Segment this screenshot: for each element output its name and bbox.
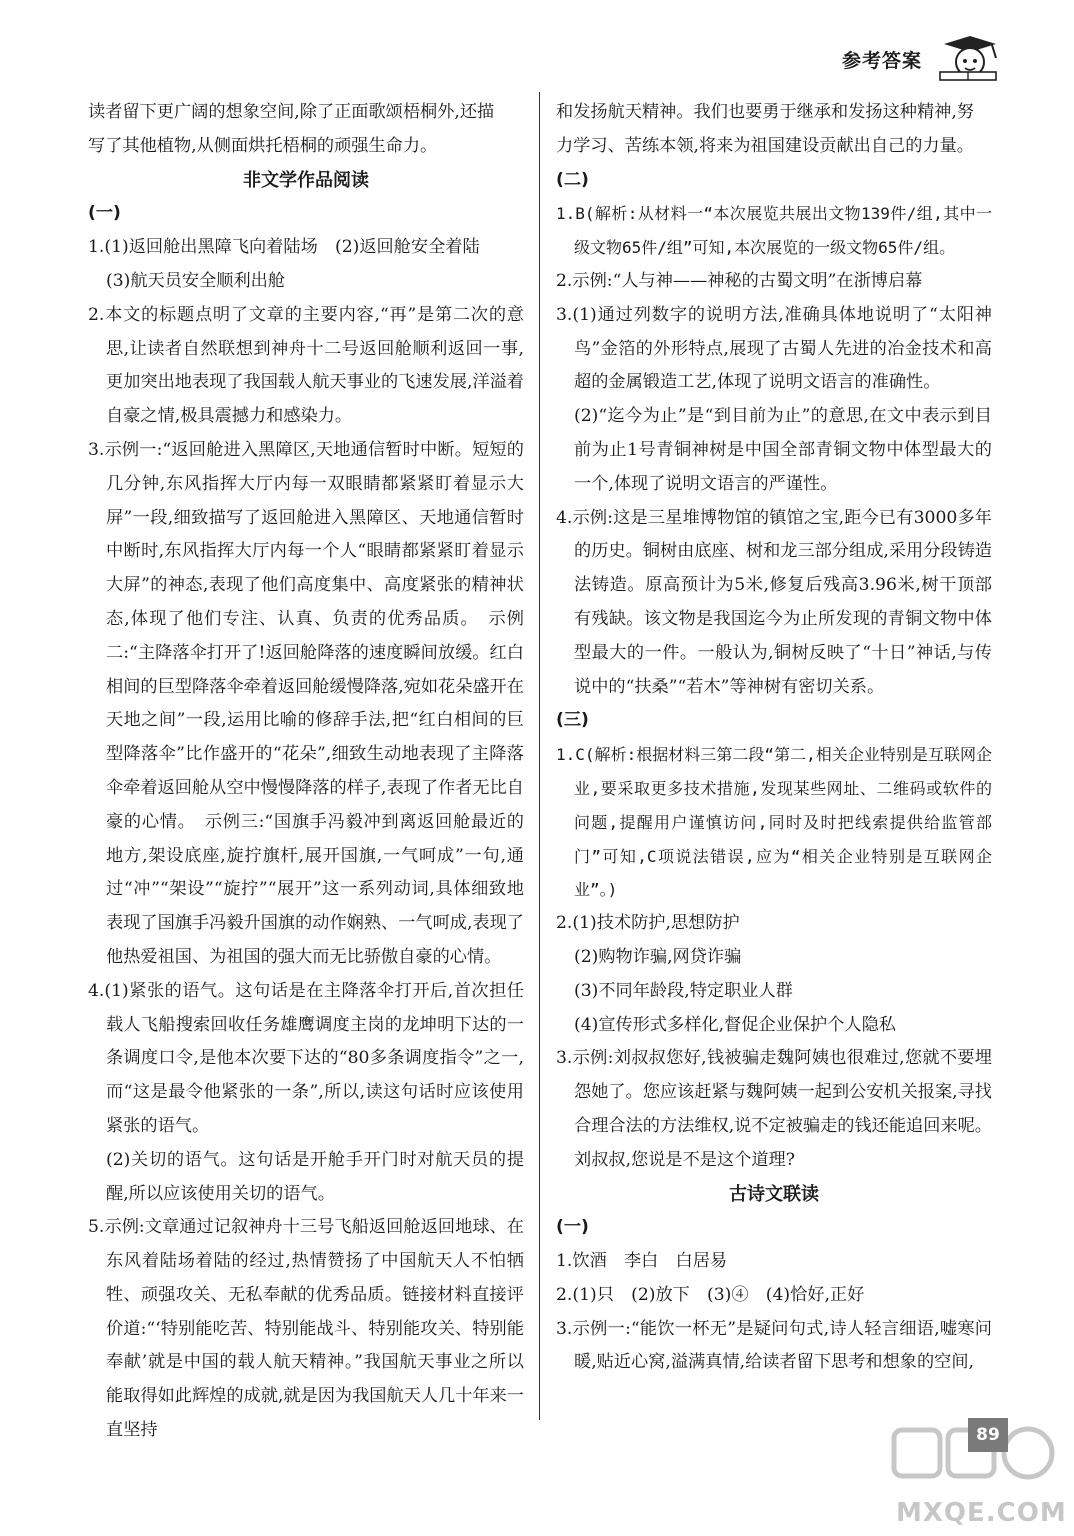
answer-2: 2.(1)只 (2)放下 (3)④ (4)恰好,正好 — [556, 1284, 865, 1305]
left-column — [88, 96, 524, 1448]
answer-3-part1: 3.(1)通过列数字的说明方法,准确具体地说明了“太阳神鸟”金箔的外形特点,展现了古蜀人先进的冶金技术和高超的金属锻造工艺,体现了说明文语言的准确性。 — [556, 304, 992, 393]
answer-1: 1.饮酒 李白 白居易 — [556, 1251, 728, 1272]
intro-line: 读者留下更广阔的想象空间,除了正面歌颂梧桐外,还描 — [88, 102, 495, 122]
answer-3: 3.示例一:“能饮一杯无”是疑问句式,诗人轻言细语,嘘寒问暖,贴近心窝,溢满真情,给读者留下思考和想象的空间, — [556, 1318, 992, 1373]
continued-line: 和发扬航天精神。我们也要勇于继承和发扬这种精神,努 — [556, 102, 974, 122]
answer-1: 1.C(解析:根据材料三第二段“第二,相关企业特别是互联网企业,要采取更多技术措施,发现某些网址、二维码或软件的问题,提醒用户谨慎访问,同时及时把线索提供给监管部门”可知,C项说法错误,应为“相关企业特别是互联网企业”。) — [556, 745, 992, 900]
page-header — [762, 34, 1002, 86]
answer-3: 3.示例:刘叔叔您好,钱被骗走魏阿姨也很难过,您就不要埋怨她了。您应该赶紧与魏阿姨一起到公安机关报案,寻找合理合法的方法维权,说不定被骗走的钱还能追回来呢。刘叔叔,您说是不是这个道理? — [556, 1048, 992, 1170]
part-label: (三) — [556, 710, 589, 731]
student-mascot-icon — [930, 34, 1002, 82]
answer-4: 4.示例:这是三星堆博物馆的镇馆之宝,距今已有3000多年的历史。铜树由底座、树和龙三部分组成,采用分段铸造法铸造。原高预计为5米,修复后残高3.96米,树干顶部有残缺。该文物是我国迄今为止所发现的青铜文物中体型最大的一件。一般认为,铜树反映了“十日”神话,与传说中的“扶桑”“若木”等神树有密切关系。 — [556, 507, 992, 697]
section-title-nonliterary: 非文学作品阅读 — [243, 169, 369, 191]
part-label: (一) — [88, 203, 121, 224]
page-number: 89 — [968, 1418, 1008, 1452]
answer-2-part1: 2.(1)技术防护,思想防护 — [556, 913, 740, 934]
answer-3-part2: (2)“迄今为止”是“到目前为止”的意思,在文中表示到目前为止1号青铜神树是中国全部青铜文物中体型最大的一个,体现了说明文语言的严谨性。 — [574, 406, 992, 494]
intro-line: 写了其他植物,从侧面烘托梧桐的顽强生命力。 — [88, 135, 438, 156]
answer-4-part1: 4.(1)紧张的语气。这句话是在主降落伞打开后,首次担任载人飞船搜索回收任务雄鹰调度主岗的龙坤明下达的一条调度口令,是他本次要下达的“80多条调度指令”之一,而“这是最令他紧张的一条”,所以,读这句话时应该使用紧张的语气。 — [88, 980, 524, 1136]
header-title: 参考答案 — [841, 50, 922, 72]
right-column — [556, 96, 992, 1380]
answer-1: 1.B(解析:从材料一“本次展览共展出文物139件/组,其中一级文物65件/组”可知,本次展览的一级文物65件/组。 — [556, 204, 992, 258]
answer-2: 2.示例:“人与神——神秘的古蜀文明”在浙博启幕 — [556, 270, 923, 291]
answer-4-part2: (2)关切的语气。这句话是开舱手开门时对航天员的提醒,所以应该使用关切的语气。 — [106, 1149, 524, 1204]
part-label: (一) — [556, 1217, 589, 1238]
answer-2-part4: (4)宣传形式多样化,督促企业保护个人隐私 — [574, 1014, 896, 1035]
watermark-text: MXQE.COM — [896, 1498, 1067, 1528]
section-title-poetry: 古诗文联读 — [729, 1183, 819, 1205]
answer-2: 2.本文的标题点明了文章的主要内容,“再”是第二次的意思,让读者自然联想到神舟十二号返回舱顺利返回一事,更加突出地表现了我国载人航天事业的飞速发展,洋溢着自豪之情,极具震撼力和感染力。 — [88, 304, 524, 427]
answer-3: 3.示例一:“返回舱进入黑障区,天地通信暂时中断。短短的几分钟,东风指挥大厅内每一双眼睛都紧紧盯着显示大屏”一段,细致描写了返回舱进入黑障区、天地通信暂时中断时,东风指挥大厅内每一个人“眼睛都紧紧盯着显示大屏”的神态,表现了他们高度集中、高度紧张的精神状态,体现了他们专注、认真、负责的优秀品质。 示例二:“主降落伞打开了!返回舱降落的速度瞬间放缓。红白相间的巨型降落伞牵着返回舱缓慢降落,宛如花朵盛开在天地之间”一段,运用比喻的修辞手法,把“红白相间的巨型降落伞”比作盛开的“花朵”,细致生动地表现了主降落伞牵着返回舱从空中慢慢降落的样子,表现了作者无比自豪的心情。 示例三:“国旗手冯毅冲到离返回舱最近的地方,架设底座,旋拧旗杆,展开国旗,一气呵成”一句,通过“冲”“架设”“旋拧”“展开”这一系列动词,具体细致地表现了国旗手冯毅升国旗的动作娴熟、一气呵成,表现了他热爱祖国、为祖国的强大而无比骄傲自豪的心情。 — [88, 439, 524, 967]
continued-line: 力学习、苦练本领,将来为祖国建设贡献出自己的力量。 — [556, 135, 974, 156]
part-label: (二) — [556, 169, 589, 190]
answer-5: 5.示例:文章通过记叙神舟十三号飞船返回舱返回地球、在东风着陆场着陆的经过,热情赞扬了中国航天人不怕牺牲、顽强攻关、无私奉献的优秀品质。链接材料直接评价道:“‘特别能吃苦、特别能战斗、特别能攻关、特别能奉献’就是中国的载人航天精神。”我国航天事业之所以能取得如此辉煌的成就,就是因为我国航天人几十年来一直坚持 — [88, 1217, 524, 1441]
answer-2-part2: (2)购物诈骗,网贷诈骗 — [574, 946, 742, 967]
answer-1-cont: (3)航天员安全顺利出舱 — [106, 270, 286, 291]
column-divider — [539, 92, 540, 1420]
answer-1: 1.(1)返回舱出黑障飞向着陆场 (2)返回舱安全着陆 — [88, 237, 480, 258]
answer-2-part3: (3)不同年龄段,特定职业人群 — [574, 980, 793, 1001]
